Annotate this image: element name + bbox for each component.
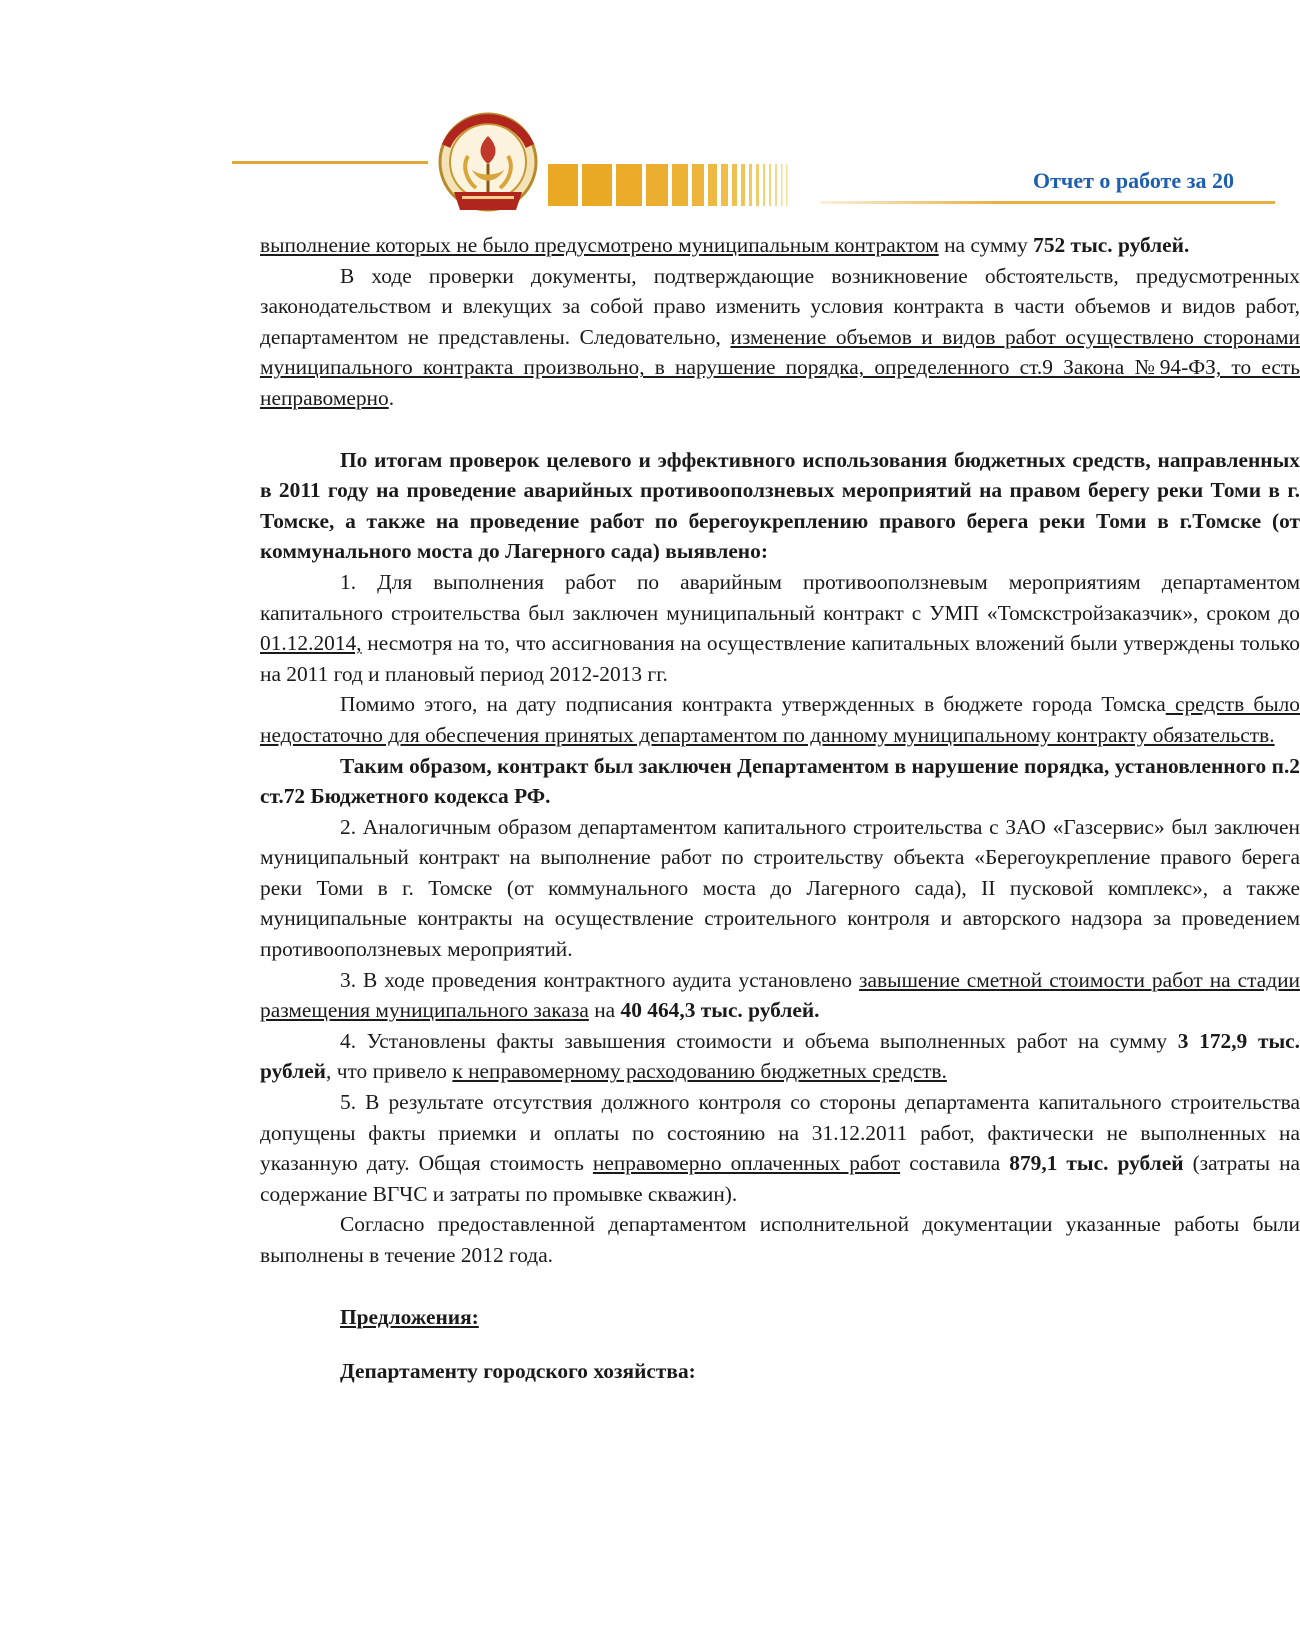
underlined-text: к неправомерному расходованию бюджетных средств.: [452, 1059, 947, 1084]
document-body: [260, 230, 1300, 1387]
proposals-heading: Предложения:: [340, 1304, 479, 1329]
amount: 752 тыс. рублей.: [1033, 233, 1190, 257]
header-rule-under: [820, 201, 1275, 204]
finding-5: 5. В результате отсутствия должного контроля со стороны департамента капитального строительства допущены факты приемки и оплаты по состоянию на 31.12.2011 работ, фактически не выполненных на указанную дату. Общая стоимость неправомерно оплаченных работ составила 879,1 тыс. рублей (затраты на содержание ВГЧС и затраты по промывке скважин).: [260, 1090, 1300, 1206]
paragraph-2: В ходе проверки документы, подтверждающие возникновение обстоятельств, предусмотренных законодательством и влекущих за собой право изменить условия контракта в части объемов и видов работ, департаментом не представлены. Следовательно, изменение объемов и видов работ осуществлено сторонами муниципального контракта произвольно, в нарушение порядка, определенного ст.9 Закона №94-ФЗ, то есть неправомерно.: [260, 263, 1300, 410]
finding-4: 4. Установлены факты завышения стоимости и объема выполненных работ на сумму 3 172,9 тыс. рублей, что привело к неправомерному расходованию бюджетных средств.: [260, 1028, 1300, 1084]
finding-1: 1. Для выполнения работ по аварийным противооползневым мероприятиям департаментом капитального строительства был заключен муниципальный контракт с УМП «Томскстройзаказчик», сроком до 01.12.2014, несмотря на то, что ассигнования на осуществление капитальных вложений были утверждены только на 2011 год и плановый период 2012-2013 гг.: [260, 569, 1300, 686]
underlined-text: средств было недостаточно для обеспечения принятых департаментом по данному муниципальному контракту обязательств.: [260, 692, 1300, 747]
emblem-logo: [428, 106, 550, 220]
underlined-text: изменение объемов и видов работ осуществлено сторонами муниципального контракта произвольно, в нарушение порядка, определенного ст.9 Закона №94-ФЗ, то есть неправомерно: [260, 324, 1300, 410]
amount: 40 464,3 тыс. рублей.: [620, 998, 820, 1023]
underlined-text: выполнение которых не было предусмотрено муниципальным контрактом: [260, 233, 939, 257]
header-rule-left: [232, 161, 428, 164]
paragraph-1: выполнение которых не было предусмотрено муниципальным контрактом на сумму 752 тыс. рублей.: [260, 233, 1190, 257]
report-title: Отчет о работе за 20: [1033, 168, 1234, 193]
finding-2: 2. Аналогичным образом департаментом капитального строительства с ЗАО «Газсервис» был заключен муниципальный контракт на выполнение работ по строительству объекта «Берегоукрепление правого берега реки Томи в г. Томске (от коммунального моста до Лагерного сада), II пусковой комплекс», а также муниципальные контракты на осуществление строительного контроля и авторского надзора за проведением противооползневых мероприятий.: [260, 814, 1300, 962]
findings-heading: По итогам проверок целевого и эффективного использования бюджетных средств, направленных в 2011 году на проведение аварийных противооползневых мероприятий на правом берегу реки Томи в г. Томске, а также на проведение работ по берегоукреплению правого берега реки Томи в г.Томске (от коммунального моста до Лагерного сада) выявлено:: [260, 447, 1300, 564]
amount: 3 172,9 тыс. рублей: [260, 1028, 1300, 1084]
department-heading: Департаменту городского хозяйства:: [340, 1359, 696, 1384]
finding-3: 3. В ходе проведения контрактного аудита установлено завышение сметной стоимости работ на стадии размещения муниципального заказа на 40 464,3 тыс. рублей.: [260, 967, 1300, 1023]
amount: 879,1 тыс. рублей: [1009, 1151, 1184, 1176]
finding-1-conclusion: Таким образом, контракт был заключен Департаментом в нарушение порядка, установленного п.2 ст.72 Бюджетного кодекса РФ.: [260, 753, 1300, 809]
underlined-text: неправомерно оплаченных работ: [592, 1151, 901, 1176]
underlined-text: завышение сметной стоимости работ на стадии размещения муниципального заказа: [260, 967, 1300, 1023]
finding-5-note: Согласно предоставленной департаментом исполнительной документации указанные работы были выполнены в течение 2012 года.: [260, 1212, 1300, 1267]
header-bar-pattern: [548, 164, 834, 206]
finding-1-note: Помимо этого, на дату подписания контракта утвержденных в бюджете города Томска средств было недостаточно для обеспечения принятых департаментом по данному муниципальному контракту обязательств.: [260, 692, 1300, 747]
underlined-date: 01.12.2014,: [260, 631, 362, 656]
